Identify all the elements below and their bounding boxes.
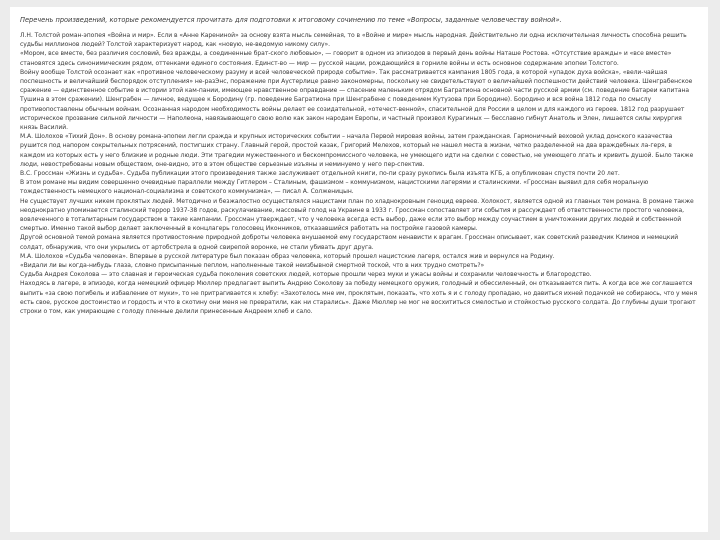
paragraph-quiet-don: М.А. Шолохов «Тихий Дон». В основу романа-эпопеи легли сражда и крупных исторических событии – начала Первой мировая войны, затем гражданская. Гармоничный веховой уклад донского казачества рушится под напором сокрытельных потрясений, постигших страну. Главный герой, простой казак, Григорий Мелехов, который не нашел места в жизни, четко разделенной на два враждебных ла-геря, в каждом из которых есть у него близкие и родные люди. Эти трагедии мужественного и бескомпромиссного человека, не умеющего идти на сделки с совестью, не умеющего лгать и кривить душой. Было также люди, невостребованы новым обществом, оне-видно, это в этом обществе серьезные изъяны и неминуемо у него пер-спектив. (20, 133, 694, 168)
paragraph-fate-of-man: М.А. Шолохов «Судьба человека». Впервые в русской литературе был показан образ человека, который прошел нацистские лагеря, остался жив и вернулся на Родину. (20, 252, 555, 260)
document-page (10, 7, 708, 532)
paragraph-kindness: Другой основной темой романа является противостояние природной доброты человека внушаемой ему государством ненависти к врагам. Гроссман описывает, как советский разведчик Климов и немецкий солдат, обнаружив, что они укрылись от артобстрела в одной свирепой воронке, не стали убивать друг друга. (20, 234, 679, 251)
paragraph-sokolov-fate: Судьба Андрея Соколова — это славная и героическая судьба поколения советских людей, которые прошли через муки и ужасы войны и сохранили человечность и благородство. (20, 271, 592, 279)
paragraph-eyes-quote: «Видали ли вы когда-нибудь глаза, словно присыпанные пеплом, наполненные такой неизбывной смертной тоской, что в них трудно смотреть?» (20, 262, 485, 270)
paragraph-life-and-fate: В.С. Гроссман «Жизнь и судьба». Судьба публикации этого произведения также заслуживает отдельной книги, по-пи сразу рукопись была изъята КГБ, а опубликован спустя почти 20 лет. (20, 170, 620, 178)
paragraph-holocaust: Не существует лучших никем проклятых людей. Методично и безжалостно осуществлялся нацистами план по хладнокровным геноцид евреев. Холокост, является одной из главных тем романа. В романе также неоднократно упоминается сталинский террор 1937-38 годов, раскулачивание, массовый голод на Украине в 1933 г. Гроссман сопоставляет эти события и рассуждает об ответственности простого человека, вовлеченного в тоталитарным государством в такие кампании. Гроссман утверждает, что у человека всегда есть выбор, даже если это выбор между соучастием в уничтожении других людей и собственной смертью. Именно такой выбор делает заключенный в концлагерь голосовец Иконников, отказавшийся работать на постройке газовой камеры. (20, 197, 694, 233)
paragraph-muller-episode: Находясь в лагере, в эпизоде, когда немецкий офицер Мюллер предлагает выпить Андрею Соколову за победу немецкого оружия, голодный и обессиленный, он отказывается пить. А когда все же соглашается выпить «за свою погибель и избавление от муки», то не притрагивается к хлебу: «Захотелось мне им, проклятым, показать, что хоть я и с голоду пропадаю, но давиться ихней подачкой не собираюсь, что у меня есть свое, русское достоинство и гордость и что в скотину они меня не превратили, как ни старались». Даже Мюллер не мог не восхититься смелостью и стойкостью русского солдата. До глубины души трогают строки о том, как умирающие с голоду пленные делили принесенные Андреем хлеб и сало. (20, 280, 698, 316)
paragraph-hitler-stalin: В этом романе мы видим совершенно очевидные параллели между Гитлером – Сталиным, фашизмом – коммунизмом, нацистскими лагерями и сталинскими. «Гроссман выявил для себя моральную тождественность немецкого национал-социализма и советского коммунизма», — писал А. Солженицын. (20, 179, 649, 196)
paragraph-tolstoy-war: Войну вообще Толстой осознает как «противное человеческому разуму и всей человеческой природе событие». Так рассматривается кампания 1805 года, в которой «упадок духа войска», «вели-чайшая поспешность и величайший беспорядок отступления» не-разЭнс, поражение при Аустерлице равно закономерны, поскольку не свидетельствуют о величайшей поспешности действий человека. Шенграбенское сражение — единственное событие в истории этой кам-пании, имеющее нравственное оправдание — спасение маленьким отрядом Багратиона основной части русской армии (см. поведение батареи капитана Тушина в этом сражении). Шенграбен — личное, ведущее к Бородину (гр. поведение Багратиона при Шенграбене с поведением Кутузова при Бородине). Бородино и вся война 1812 года по смыслу противопоставлены обычным войнам. Осознанная народом необходимость войны делает ее созидательной, «отечест-венной», спасительной для России в целом и для каждого из героев. 1812 год разрушает историческое прозвание сильной личности — Наполеона, навязывающего свою волю как закон народам Европы, и частный произвол Курагиных — бесславно гибнут Анатоль и Элен, лишается силы хирургия князь Василий. (20, 68, 693, 132)
paragraph-natasha-quote: «Мором, все вместе, без различия сословий, без вражды, а соединенные брат-ского любовью», — говорит в одном из эпизодов в первый день войны Наташе Ростова. «Отсутствие вражды» и «все вместе» становятся здесь синонимическим рядом, оттенками единого состояния. Единст-во — мир — русской нации, рождающийся в горниле войны и есть основное содержание эпопеи Толстого. (20, 50, 672, 67)
document-title: Перечень произведений, которые рекомендуется прочитать для подготовки к итоговому сочинению по теме «Вопросы, заданные человечеству войной». (20, 16, 562, 24)
paragraph-war-and-peace: Л.Н. Толстой роман-эпопея «Война и мир». Если в «Анне Карениной» за основу взята мысль семейная, то в «Войне и мире» мысль народная. Действительно ли одна исключительная личность способна решить судьбы миллионов людей? Толстой характеризует народ, как «новую, не-ведомую никому силу». (20, 32, 687, 49)
